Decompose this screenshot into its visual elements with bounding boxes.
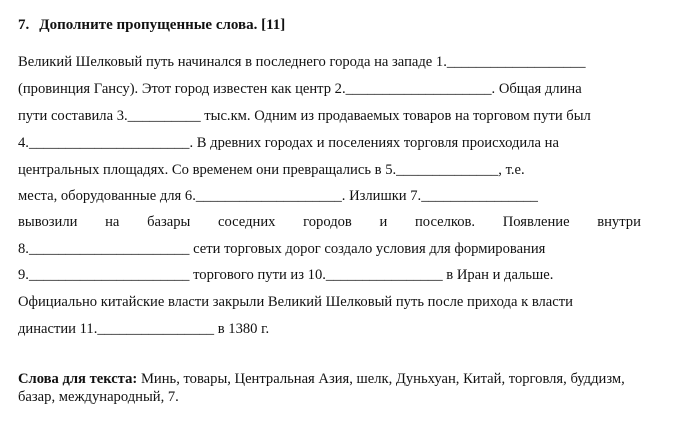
text-line-5: центральных площадях. Со временем они превращались в 5.______________, т.е. — [18, 162, 525, 178]
text-line-7 — [18, 212, 641, 232]
text-line-1: Великий Шелковый путь начинался в последнего города на западе 1.___________________ — [18, 54, 586, 70]
text-line-10: Официально китайские власти закрыли Великий Шелковый путь после прихода к власти — [18, 294, 573, 310]
word: на — [105, 214, 120, 230]
word: и — [379, 214, 388, 230]
word: базары — [147, 214, 191, 230]
word-bank-list: Минь, товары, Центральная Азия, шелк, Дуньхуан, Китай, торговля, буддизм, базар, международный, 7. — [18, 371, 625, 405]
text-line-9: 9.______________________ торгового пути из 10.________________ в Иран и дальше. — [18, 267, 554, 283]
word: вывозили — [18, 214, 78, 230]
word-bank — [18, 370, 658, 406]
task-title: Дополните пропущенные слова. [11] — [39, 17, 286, 33]
text-line-3: пути составила 3.__________ тыс.км. Одним из продаваемых товаров на торговом пути был — [18, 108, 591, 124]
word: Появление — [502, 214, 570, 230]
word: городов — [303, 214, 352, 230]
task-number: 7. — [18, 17, 30, 33]
word-bank-label: Слова для текста: — [18, 371, 138, 387]
text-line-6: места, оборудованные для 6.____________________. Излишки 7.________________ — [18, 188, 538, 204]
task-heading — [18, 17, 285, 34]
word: поселков. — [414, 214, 476, 230]
word: внутри — [597, 214, 641, 230]
text-line-2: (провинция Гансу). Этот город известен как центр 2.____________________. Общая длина — [18, 81, 582, 97]
word: соседних — [218, 214, 276, 230]
text-line-4: 4.______________________. В древних городах и поселениях торговля происходила на — [18, 135, 559, 151]
text-line-11: династии 11.________________ в 1380 г. — [18, 321, 270, 337]
text-line-8: 8.______________________ сети торговых дорог создало условия для формирования — [18, 241, 546, 257]
